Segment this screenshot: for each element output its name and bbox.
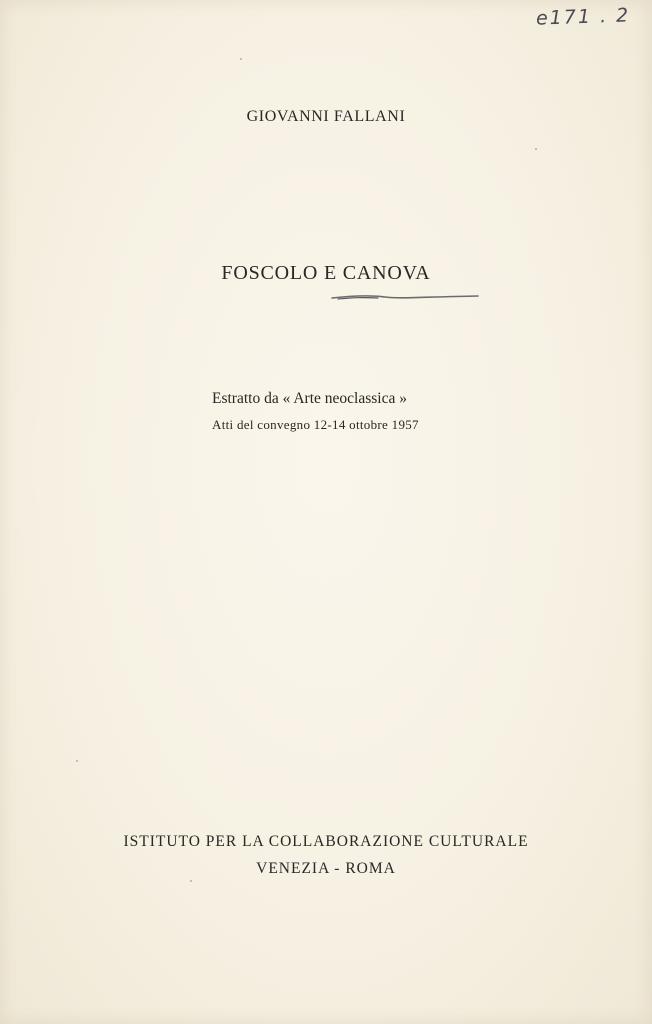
handwritten-catalog-number: e171 . 2 <box>535 4 631 30</box>
author-name: GIOVANNI FALLANI <box>246 108 406 125</box>
paper-speck <box>240 58 242 60</box>
paper-speck <box>190 880 192 882</box>
title-block <box>0 262 652 285</box>
publisher-city: VENEZIA - ROMA <box>256 860 396 877</box>
proceedings-line: Atti del convegno 12-14 ottobre 1957 <box>212 417 419 432</box>
publisher-name: ISTITUTO PER LA COLLABORAZIONE CULTURALE <box>123 833 529 850</box>
pencil-underline-mark <box>330 293 480 301</box>
paper-speck <box>76 760 78 762</box>
paper-speck <box>535 148 537 150</box>
document-title: FOSCOLO E CANOVA <box>221 262 431 284</box>
extract-source-line: Estratto da « Arte neoclassica » <box>212 390 407 407</box>
